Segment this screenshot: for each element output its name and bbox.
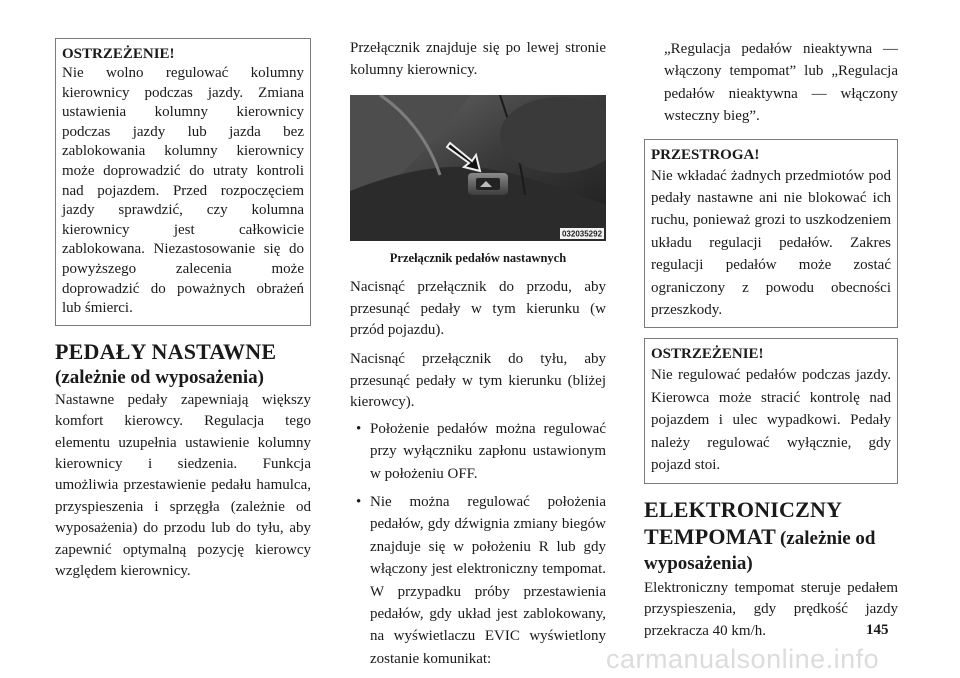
column-right: [644, 38, 898, 642]
backward-instruction: Nacisnąć przełącznik do tyłu, aby przesunąć pedały w tym kierunku (bliżej kierowcy).: [350, 350, 606, 411]
forward-instruction: Nacisnąć przełącznik do przodu, aby przesunąć pedały w tym kierunku (w przód pojazdu).: [350, 279, 606, 339]
heading-suffix: (zależnie od: [779, 527, 876, 549]
heading-line: ELEKTRONICZNY: [644, 496, 843, 522]
evic-message-continuation: „Regulacja pedałów nieaktywna — włączony tempomat” lub „Regulacja pedałów nieaktywna — włączony wsteczny bieg”.: [664, 41, 898, 125]
figure-caption: Przełącznik pedałów nastawnych: [389, 251, 567, 266]
warning-box-driving: [644, 338, 898, 483]
heading-line: wyposażenia): [644, 552, 753, 574]
section-subheading: (zależnie od wyposażenia): [55, 366, 264, 388]
column-middle: [350, 38, 606, 676]
heading-line: TEMPOMAT: [644, 523, 776, 549]
warning-text: Nie wolno regulować kolumny kierownicy podczas jazdy. Zmiana ustawienia kolumny kierownicy podczas jazdy lub jazda bez zablokowania kolumny kierownicy może doprowadzić do utraty kontroli nad pojazdem. Przed rozpoczęciem jazdy sprawdzić, czy kolumna kierownicy jest całkowicie zablokowana. Niezastosowanie się do powyższego zalecenia może doprowadzić do poważnych obrażeń lub śmierci.: [62, 65, 304, 317]
notes-list: [350, 418, 606, 670]
section-heading-cruise-control: [644, 496, 898, 576]
section-heading-adjustable-pedals: PEDAŁY NASTAWNE: [55, 338, 277, 364]
list-item: • Położenie pedałów można regulować przy wyłączniku zapłonu ustawionym w położeniu OFF.: [350, 418, 606, 485]
cruise-control-description: Elektroniczny tempomat steruje pedałem przyspieszenia, gdy prędkość jazdy przekracza 40 km/h.: [644, 579, 898, 639]
warning-text: Nie regulować pedałów podczas jazdy. Kierowca może stracić kontrolę nad pojazdem i ulec wypadkowi. Pedały należy regulować wyłącznie, gdy pojazd stoi.: [651, 367, 891, 474]
column-left: [55, 38, 311, 582]
warning-title: OSTRZEŻENIE!: [62, 46, 175, 62]
caution-text: Nie wkładać żadnych przedmiotów pod pedały nastawne ani nie blokować ich ruchu, ponieważ grozi to uszkodzeniem układu regulacji pedałów. Zakres regulacji pedałów może zostać ograniczony z powodu obecności przeszkody.: [651, 167, 891, 319]
caution-title: PRZESTROGA!: [651, 146, 760, 163]
switch-location-text: Przełącznik znajduje się po lewej stronie kolumny kierownicy.: [350, 40, 606, 78]
pedals-description: Nastawne pedały zapewniają większy komfort kierowcy. Regulacja tego elementu uzupełnia ustawienie kolumny kierownicy i siedzenia. Funkcja umożliwia przestawienie pedału hamulca, przyspieszenia i sprzęgła (zależnie od wyposażenia) do przodu lub do tyłu, aby zapewnić optymalną pozycję kierowcy względem kierownicy.: [55, 391, 311, 579]
watermark: carmanualsonline.info: [606, 644, 880, 674]
page-number: 145: [866, 622, 889, 638]
warning-box-steering: [55, 38, 311, 326]
pedal-switch-illustration: [350, 95, 606, 241]
figure-code: 032035292: [561, 229, 603, 239]
list-item: • Nie można regulować położenia pedałów, gdy dźwignia zmiany biegów znajduje się w położeniu R lub gdy włączony jest elektroniczny tempomat. W przypadku próby przestawienia pedałów, gdy układ jest zablokowany, na wyświetlaczu EVIC wyświetlony zostanie komunikat:: [350, 491, 606, 670]
warning-title: OSTRZEŻENIE!: [651, 346, 764, 363]
caution-box: [644, 139, 898, 329]
pedal-switch-photo: [350, 95, 606, 241]
